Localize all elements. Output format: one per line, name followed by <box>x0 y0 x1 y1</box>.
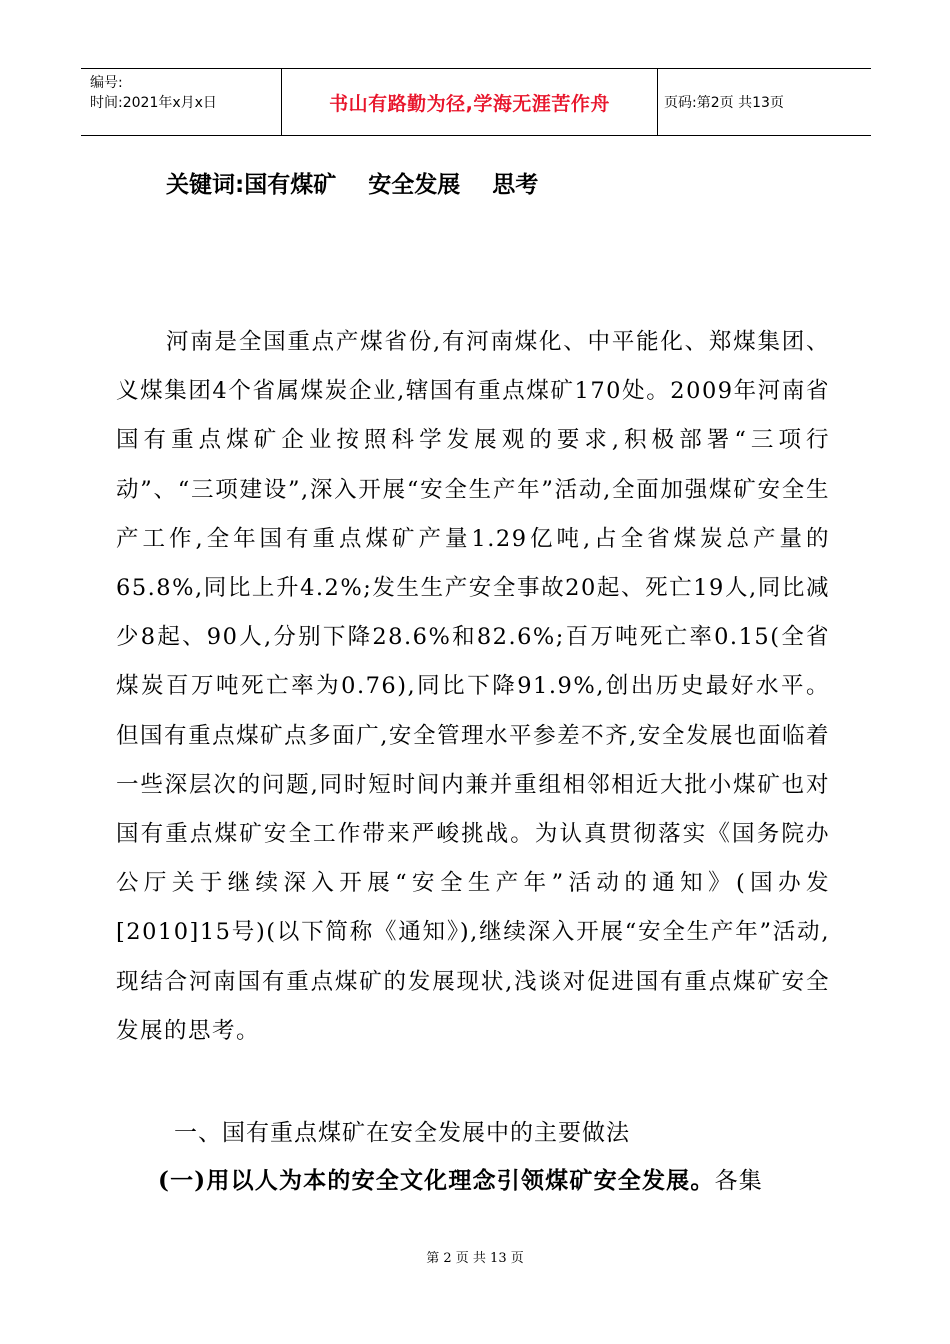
section-heading: 一、国有重点煤矿在安全发展中的主要做法 <box>174 1120 630 1146</box>
document-time-label: 时间:2021年x月x日 <box>90 95 217 111</box>
page-footer: 第 2 页 共 13 页 <box>426 1251 524 1266</box>
keywords-line: 关键词:国有煤矿 安全发展 思考 <box>166 172 539 198</box>
body-paragraph: 河南是全国重点产煤省份,有河南煤化、中平能化、郑煤集团、义煤集团4个省属煤炭企业,辖国有重点煤矿170处。2009年河南省国有重点煤矿企业按照科学发展观的要求,积极部署“三项行动”、“三项建设”,深入开展“安全生产年”活动,全面加强煤矿安全生产工作,全年国有重点煤矿产量1.29亿吨,占全省煤炭总产量的65.8%,同比上升4.2%;发生生产安全事故20起、死亡19人,同比减少8起、90人,分别下降28.6%和82.6%;百万吨死亡率0.15(全省煤炭百万吨死亡率为0.76),同比下降91.9%,创出历史最好水平。但国有重点煤矿点多面广,安全管理水平参差不齐,安全发展也面临着一些深层次的问题,同时短时间内兼并重组相邻相近大批小煤矿也对国有重点煤矿安全工作带来严峻挑战。为认真贯彻落实《国务院办公厅关于继续深入开展“安全生产年”活动的通知》(国办发[2010]15号)(以下简称《通知》),继续深入开展“安全生产年”活动,现结合河南国有重点煤矿的发展现状,浅谈对促进国有重点煤矿安全发展的思考。 <box>116 329 830 1044</box>
subsection-continuation: 各集 <box>714 1168 763 1194</box>
subsection-title: (一)用以人为本的安全文化理念引领煤矿安全发展。 <box>158 1167 715 1194</box>
header-page-info: 页码:第2页 共13页 <box>664 95 784 111</box>
page-header <box>81 68 871 136</box>
header-motto: 书山有路勤为径,学海无涯苦作舟 <box>282 69 658 135</box>
document-number-label: 编号: <box>90 75 123 91</box>
subsection-heading <box>158 1162 830 1195</box>
header-meta-cell <box>81 69 282 135</box>
